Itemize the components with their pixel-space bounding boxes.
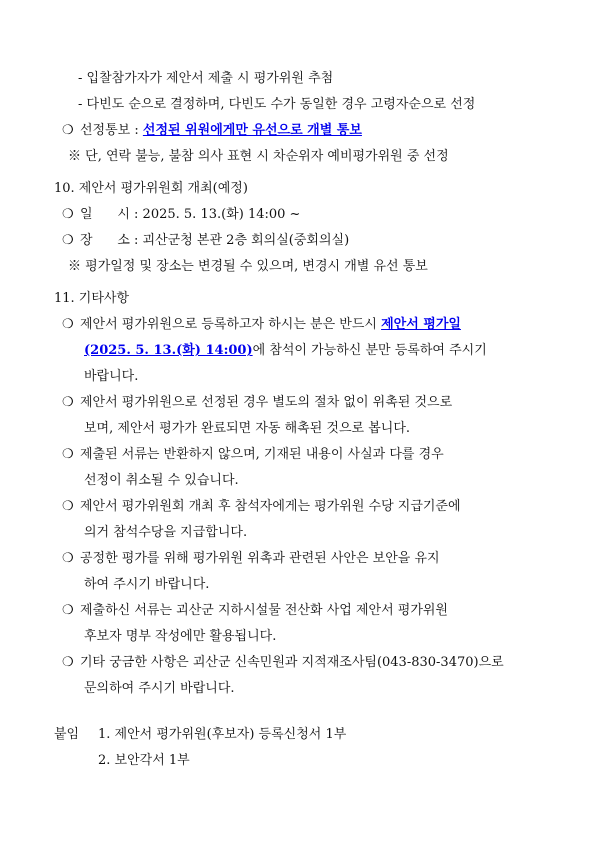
section9-note: ※ 단, 연락 불능, 불참 의사 표현 시 차순위자 예비평가위원 중 선정	[68, 149, 449, 164]
bullet-circle-icon: ❍	[62, 395, 74, 410]
item1-link-a[interactable]: 제안서 평가일	[381, 317, 461, 332]
item6-text1: 제출하신 서류는 괴산군 지하시설물 전산화 사업 제안서 평가위원	[80, 603, 448, 618]
bullet-circle-icon: ❍	[62, 207, 74, 222]
item3-line1	[62, 446, 444, 464]
item6-line1	[62, 602, 448, 620]
item3-text1: 제출된 서류는 반환하지 않으며, 기재된 내용이 사실과 다를 경우	[80, 447, 444, 462]
section10-heading: 10. 제안서 평가위원회 개최(예정)	[54, 181, 248, 196]
item2-text1: 제안서 평가위원으로 선정된 경우 별도의 절차 없이 위촉된 것으로	[80, 395, 453, 410]
item7-line2: 문의하여 주시기 바랍니다.	[84, 681, 235, 696]
bullet-circle-icon: ❍	[62, 655, 74, 670]
item5-line2: 하여 주시기 바랍니다.	[84, 577, 210, 592]
item2-line2: 보며, 제안서 평가가 완료되면 자동 해촉된 것으로 봅니다.	[84, 421, 411, 436]
dash-item-frequency: - 다빈도 순으로 결정하며, 다빈도 수가 동일한 경우 고령자순으로 선정	[78, 97, 476, 112]
bullet-circle-icon: ❍	[62, 317, 74, 332]
bullet-circle-icon: ❍	[62, 499, 74, 514]
item4-text1: 제안서 평가위원회 개최 후 참석자에게는 평가위원 수당 지급기준에	[80, 499, 461, 514]
notify-label: 선정통보 :	[80, 123, 143, 138]
item7-text1: 기타 궁금한 사항은 괴산군 신속민원과 지적재조사팀(043-830-3470)으로	[80, 655, 504, 670]
item4-line2: 의거 참석수당을 지급합니다.	[84, 525, 248, 540]
date-line	[62, 206, 300, 224]
bullet-circle-icon: ❍	[62, 123, 74, 138]
item1-suffix: 에 참석이 가능하신 분만 등록하여 주시기	[252, 343, 487, 358]
item5-line1	[62, 550, 440, 568]
item1-link-b[interactable]: (2025. 5. 13.(화) 14:00)	[84, 343, 253, 358]
attachment-item-1: 1. 제안서 평가위원(후보자) 등록신청서 1부	[98, 727, 347, 742]
date-text: 일 시 : 2025. 5. 13.(화) 14:00 ~	[80, 207, 301, 222]
section11-heading: 11. 기타사항	[54, 291, 130, 306]
item6-line2: 후보자 명부 작성에만 활용됩니다.	[84, 629, 277, 644]
place-text: 장 소 : 괴산군청 본관 2층 회의실(중회의실)	[80, 233, 350, 248]
item1-line1	[62, 316, 461, 334]
item1-line2	[84, 342, 487, 360]
attachment-item-2: 2. 보안각서 1부	[98, 753, 190, 768]
item3-line2: 선정이 취소될 수 있습니다.	[84, 473, 239, 488]
item1-line3: 바랍니다.	[84, 369, 139, 384]
bullet-circle-icon: ❍	[62, 603, 74, 618]
bullet-circle-icon: ❍	[62, 551, 74, 566]
section10-note: ※ 평가일정 및 장소는 변경될 수 있으며, 변경시 개별 유선 통보	[68, 259, 428, 274]
notify-link[interactable]: 선정된 위원에게만 유선으로 개별 통보	[142, 123, 362, 138]
bullet-circle-icon: ❍	[62, 447, 74, 462]
notify-line	[62, 122, 362, 140]
dash-item-lottery: - 입찰참가자가 제안서 제출 시 평가위원 추첨	[78, 71, 334, 86]
item4-line1	[62, 498, 461, 516]
attachment-label: 붙임	[54, 727, 80, 742]
item2-line1	[62, 394, 452, 412]
item7-line1	[62, 654, 504, 672]
item1-prefix: 제안서 평가위원으로 등록하고자 하시는 분은 반드시	[80, 317, 382, 332]
bullet-circle-icon: ❍	[62, 233, 74, 248]
item5-text1: 공정한 평가를 위해 평가위원 위촉과 관련된 사안은 보안을 유지	[80, 551, 440, 566]
place-line	[62, 232, 349, 250]
